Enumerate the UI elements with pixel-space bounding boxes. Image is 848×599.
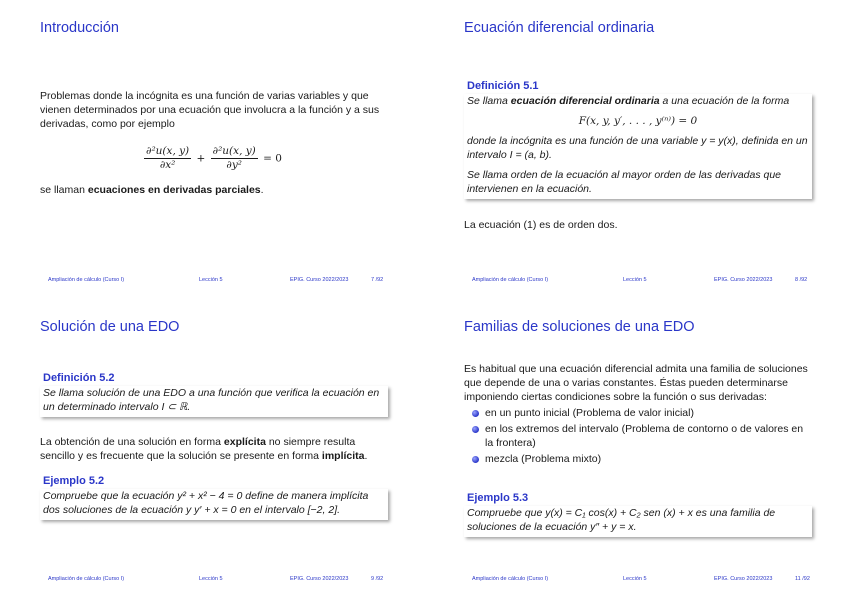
block-title: Definición 5.1 xyxy=(467,80,539,92)
list-item: mezcla (Problema mixto) xyxy=(472,452,808,466)
slide-edo xyxy=(424,0,848,299)
paragraph: Problemas donde la incógnita es una función de varias variables y que vienen determinados por una ecuación que involucra a la función y a sus derivadas, como por ejemplo xyxy=(40,90,380,130)
example-block xyxy=(40,472,388,520)
definition-text: Se llama orden de la ecuación al mayor orden de las derivadas que intervienen en la ecuación. xyxy=(467,169,782,195)
slide-title: Familias de soluciones de una EDO xyxy=(464,319,695,335)
footer-course: Ampliación de cálculo (Curso I) xyxy=(48,576,125,582)
block-body: Compruebe que y(x) = C₁ cos(x) + C₂ sen (x) + x es una familia de soluciones de la ecuación y″ + y = x. xyxy=(464,506,812,537)
footer-school: EPIG. Curso 2022/2023 xyxy=(714,277,773,283)
slide-familias xyxy=(424,299,848,598)
slide-introduccion xyxy=(0,0,424,299)
block-title: Ejemplo 5.2 xyxy=(43,475,105,487)
footer-page: 9 /92 xyxy=(371,576,384,582)
slide-body xyxy=(40,89,384,197)
equation: $\frac{\text{∂²u(x, y)}}{\text{∂x²}}$ + $\frac{\text{∂²u(x, y)}}{\text{∂y²}}$ = 0 xyxy=(146,145,282,171)
footer-lesson: Lección 5 xyxy=(199,277,223,283)
block-body: Compruebe que la ecuación y² + x² − 4 = 0 define de manera implícita dos soluciones de la ecuación y y′ + x = 0 en el intervalo [−2, 2]. xyxy=(40,489,388,520)
list-item: en un punto inicial (Problema de valor inicial) xyxy=(472,406,808,420)
slide-title: Ecuación diferencial ordinaria xyxy=(464,20,655,36)
definition-text: donde la incógnita es una función de una variable y = y(x), definida en un intervalo I = (a, b). xyxy=(467,135,808,161)
slide-body xyxy=(40,435,384,463)
bullet-list xyxy=(464,406,808,466)
block-body: Se llama solución de una EDO a una función que verifica la ecuación en un determinado intervalo I ⊂ ℝ. xyxy=(40,386,388,417)
definition-block xyxy=(464,77,812,199)
footer-lesson: Lección 5 xyxy=(623,277,647,283)
slide-title: Solución de una EDO xyxy=(40,319,180,335)
footer-school: EPIG. Curso 2022/2023 xyxy=(714,576,773,582)
slide-body xyxy=(464,218,808,232)
footer-school: EPIG. Curso 2022/2023 xyxy=(290,277,349,283)
slide-body xyxy=(464,362,808,468)
footer-course: Ampliación de cálculo (Curso I) xyxy=(48,277,125,283)
footer-course: Ampliación de cálculo (Curso I) xyxy=(472,576,549,582)
paragraph: La ecuación (1) es de orden dos. xyxy=(464,219,618,231)
block-title: Ejemplo 5.3 xyxy=(467,492,529,504)
slide-solucion xyxy=(0,299,424,598)
footer-lesson: Lección 5 xyxy=(199,576,223,582)
paragraph: Es habitual que una ecuación diferencial admita una familia de soluciones que depende de una o varias constantes. Éstas pueden determinarse imponiendo ciertas condiciones sobre la función o sus derivadas: xyxy=(464,363,808,403)
equation: F(x, y, y′, . . . , y⁽ⁿ⁾) = 0 xyxy=(578,114,698,127)
slide-title: Introducción xyxy=(40,20,119,36)
footer-course: Ampliación de cálculo (Curso I) xyxy=(472,277,549,283)
paragraph: se llaman ecuaciones en derivadas parciales. xyxy=(40,184,264,196)
footer-page: 7 /92 xyxy=(371,277,384,283)
footer-page: 11 /92 xyxy=(795,576,810,582)
example-block xyxy=(464,489,812,537)
definition-block xyxy=(40,369,388,417)
footer-lesson: Lección 5 xyxy=(623,576,647,582)
paragraph: La obtención de una solución en forma explícita no siempre resulta sencillo y es frecuente que la solución se presente en forma implícita. xyxy=(40,436,368,462)
footer-school: EPIG. Curso 2022/2023 xyxy=(290,576,349,582)
block-title: Definición 5.2 xyxy=(43,372,115,384)
footer-page: 8 /92 xyxy=(795,277,808,283)
list-item: en los extremos del intervalo (Problema de contorno o de valores en la frontera) xyxy=(472,422,808,450)
block-body: Se llama ecuación diferencial ordinaria a una ecuación de la forma F(x, y, y′, . . . , y⁽ⁿ⁾) = 0 donde la incógnita es una función de una variable y = y(x), definida en un intervalo I = (a, b). Se llama orden de la ecuación al mayor orden de las derivadas que intervienen en la ecuación. xyxy=(464,94,812,199)
